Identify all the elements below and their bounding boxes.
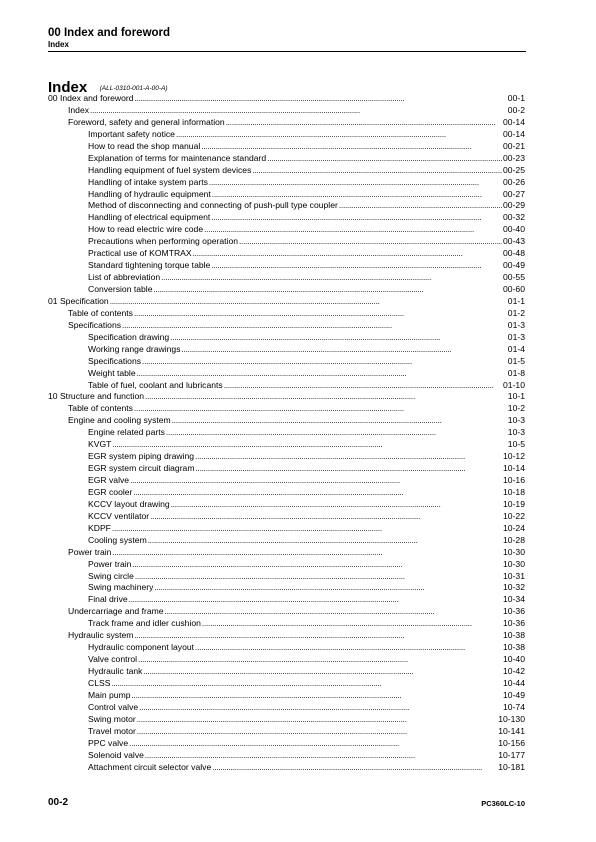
toc-entry-page: 10-30 (503, 546, 525, 557)
toc-entry-title: Important safety notice (88, 128, 175, 139)
toc-leader-dots (224, 380, 502, 392)
toc-entry-title: EGR valve (88, 475, 130, 485)
toc-entry-title: Weight table (88, 367, 136, 378)
toc-leader-dots (154, 284, 503, 296)
toc-entry-page: 01-1 (507, 295, 525, 306)
toc-entry-page: 00-40 (503, 224, 525, 235)
toc-entry-page: 10-31 (503, 570, 525, 581)
toc-leader-dots (211, 260, 502, 272)
section-subtitle: Index (48, 40, 69, 49)
toc-entry-title: Handling of hydraulic equipment (88, 188, 211, 199)
toc-entry-title: Travel motor (88, 725, 136, 736)
toc-leader-dots (143, 666, 502, 678)
toc-entry-page: 00-55 (503, 272, 525, 283)
toc-entry[interactable] (48, 475, 525, 487)
toc-entry-title: Engine and cooling system (68, 415, 171, 426)
footer-model: PC360LC-10 (481, 799, 525, 808)
toc-entry[interactable] (48, 272, 525, 284)
toc-entry-page: 01-2 (507, 307, 525, 318)
toc-entry-title: Hydraulic system (68, 630, 134, 641)
toc-entry-title: EGR system piping drawing (88, 451, 195, 462)
toc-entry-page: 10-22 (503, 510, 525, 521)
toc-entry-title: Conversion table (88, 284, 153, 294)
toc-entry-page: 10-141 (498, 725, 525, 736)
toc-entry-title: Foreword, safety and general information (68, 116, 225, 127)
toc-entry-title: Power train (88, 558, 132, 569)
toc-leader-dots (171, 499, 502, 511)
toc-entry[interactable] (48, 248, 525, 260)
toc-leader-dots (110, 296, 507, 308)
toc-leader-dots (134, 403, 507, 415)
toc-entry-title: Hydraulic component layout (88, 642, 195, 653)
toc-entry[interactable] (48, 344, 525, 356)
toc-entry-page: 01-4 (507, 343, 525, 354)
toc-leader-dots (209, 177, 502, 189)
toc-entry[interactable] (48, 678, 525, 690)
toc-leader-dots (111, 678, 502, 690)
toc-entry[interactable] (48, 726, 525, 738)
toc-leader-dots (339, 200, 502, 212)
toc-leader-dots (195, 451, 502, 463)
toc-leader-dots (252, 165, 502, 177)
toc-entry[interactable] (48, 165, 525, 177)
toc-entry-page: 01-10 (503, 379, 525, 390)
toc-entry-title: Attachment circuit selector valve (88, 761, 212, 772)
toc-entry-title: Power train (68, 546, 112, 557)
toc-entry-page: 10-16 (503, 475, 525, 485)
toc-entry[interactable] (48, 630, 525, 642)
toc-entry-page: 01-5 (507, 355, 525, 366)
toc-entry-page: 00-23 (503, 152, 525, 163)
toc-entry[interactable] (48, 535, 525, 547)
toc-entry-title: PPC valve (88, 737, 129, 748)
toc-entry[interactable] (48, 666, 525, 678)
toc-leader-dots (142, 356, 507, 368)
toc-entry-page: 10-5 (507, 439, 525, 450)
toc-entry-title: 10 Structure and function (48, 391, 145, 402)
toc-leader-dots (154, 582, 502, 594)
toc-entry[interactable] (48, 523, 525, 535)
toc-entry-title: Valve control (88, 654, 138, 665)
toc-entry-page: 10-1 (507, 391, 525, 402)
section-title: 00 Index and foreword (48, 27, 171, 39)
toc-entry-page: 00-1 (507, 93, 525, 103)
toc-entry[interactable] (48, 320, 525, 332)
toc-entry-title: Final drive (88, 594, 128, 605)
toc-entry-title: How to read the shop manual (88, 140, 201, 151)
toc-entry[interactable] (48, 415, 525, 427)
toc-entry-title: Table of contents (68, 307, 133, 318)
toc-leader-dots (211, 212, 502, 224)
toc-entry[interactable] (48, 511, 525, 523)
toc-entry-title: Hydraulic tank (88, 666, 143, 676)
toc-leader-dots (166, 427, 507, 439)
toc-entry-page: 10-156 (498, 737, 525, 748)
toc-entry-page: 01-3 (507, 331, 525, 342)
toc-entry[interactable] (48, 212, 525, 224)
toc-entry[interactable] (48, 117, 525, 129)
toc-entry[interactable] (48, 427, 525, 439)
toc-leader-dots (112, 439, 506, 451)
toc-entry-title: Precautions when performing operation (88, 236, 239, 247)
toc-entry[interactable] (48, 129, 525, 141)
toc-entry[interactable] (48, 403, 525, 415)
toc-entry[interactable] (48, 189, 525, 201)
toc-entry[interactable] (48, 582, 525, 594)
toc-entry-page: 10-3 (507, 427, 525, 438)
toc-leader-dots (212, 189, 502, 201)
toc-entry[interactable] (48, 738, 525, 750)
toc-entry-title: Working range drawings (88, 343, 181, 354)
toc-entry-title: Handling equipment of fuel system devices (88, 164, 252, 175)
page-header (48, 26, 526, 50)
toc-entry-page: 00-49 (503, 260, 525, 271)
toc-leader-dots (132, 690, 503, 702)
toc-entry-title: KCCV ventilator (88, 510, 150, 521)
toc-leader-dots (172, 415, 507, 427)
toc-leader-dots (204, 224, 502, 236)
toc-entry[interactable] (48, 463, 525, 475)
toc-entry[interactable] (48, 559, 525, 571)
toc-entry[interactable] (48, 714, 525, 726)
toc-leader-dots (161, 272, 502, 284)
toc-leader-dots (135, 571, 502, 583)
toc-entry-title: Specification drawing (88, 331, 170, 342)
toc-entry[interactable] (48, 177, 525, 189)
toc-leader-dots (137, 368, 507, 380)
toc-entry-page: 00-14 (503, 128, 525, 139)
toc-entry[interactable] (48, 606, 525, 618)
toc-entry-page: 01-3 (507, 319, 525, 330)
toc-entry-page: 00-27 (503, 188, 525, 199)
toc-leader-dots (132, 559, 502, 571)
toc-entry[interactable] (48, 224, 525, 236)
toc-leader-dots (212, 762, 497, 774)
toc-entry[interactable] (48, 499, 525, 511)
toc-leader-dots (129, 594, 502, 606)
toc-entry[interactable] (48, 547, 525, 559)
toc-entry-page: 10-74 (503, 701, 525, 712)
toc-entry-page: 10-28 (503, 534, 525, 545)
toc-entry-title: Handling of intake system parts (88, 176, 208, 187)
toc-entry[interactable] (48, 93, 525, 105)
toc-entry-page: 00-32 (503, 212, 525, 223)
toc-entry-page: 01-8 (507, 367, 525, 378)
footer-page-number: 00-2 (48, 797, 69, 808)
toc-entry-page: 10-12 (503, 451, 525, 462)
toc-leader-dots (134, 308, 507, 320)
toc-entry-page: 00-25 (503, 164, 525, 175)
toc-entry-page: 00-60 (503, 284, 525, 294)
toc-leader-dots (133, 487, 502, 499)
toc-entry-title: Practical use of KOMTRAX (88, 248, 192, 259)
toc-leader-dots (201, 141, 502, 153)
toc-entry[interactable] (48, 451, 525, 463)
toc-leader-dots (122, 320, 507, 332)
toc-entry-title: Specifications (88, 355, 142, 366)
toc-entry-page: 00-14 (503, 116, 525, 127)
toc-leader-dots (137, 714, 497, 726)
toc-entry-title: Track frame and idler cushion (88, 618, 201, 629)
toc-entry[interactable] (48, 702, 525, 714)
toc-leader-dots (148, 535, 502, 547)
toc-entry[interactable] (48, 618, 525, 630)
toc-entry-page: 00-26 (503, 176, 525, 187)
toc-entry-title: 00 Index and foreword (48, 93, 134, 103)
toc-entry[interactable] (48, 308, 525, 320)
toc-entry-title: KVGT (88, 439, 112, 450)
toc-entry-title: Explanation of terms for maintenance standard (88, 152, 267, 163)
toc-entry-title: Engine related parts (88, 427, 165, 438)
toc-leader-dots (90, 105, 507, 117)
toc-entry-page: 10-2 (507, 403, 525, 414)
toc-entry-page: 10-40 (503, 654, 525, 665)
index-title: Index (48, 79, 88, 96)
toc-entry-page: 10-30 (503, 558, 525, 569)
toc-entry[interactable] (48, 654, 525, 666)
toc-entry[interactable] (48, 356, 525, 368)
toc-entry-title: Cooling system (88, 534, 147, 545)
toc-entry[interactable] (48, 690, 525, 702)
toc-entry[interactable] (48, 296, 525, 308)
toc-entry[interactable] (48, 236, 525, 248)
toc-leader-dots (176, 129, 502, 141)
toc-entry-title: CLSS (88, 677, 111, 688)
toc-leader-dots (193, 248, 502, 260)
toc-entry-page: 10-49 (503, 689, 525, 700)
toc-entry[interactable] (48, 391, 525, 403)
toc-entry[interactable] (48, 762, 525, 774)
toc-entry-title: Table of contents (68, 403, 133, 414)
toc-entry-page: 10-32 (503, 582, 525, 593)
toc-entry-title: EGR cooler (88, 486, 133, 497)
toc-leader-dots (130, 475, 502, 487)
toc-entry-title: 01 Specification (48, 295, 109, 306)
toc-entry-page: 10-3 (507, 415, 525, 426)
toc-entry-title: List of abbreviation (88, 272, 161, 283)
toc-entry[interactable] (48, 284, 525, 296)
header-rule (48, 51, 526, 52)
toc-entry[interactable] (48, 594, 525, 606)
toc-entry-page: 10-34 (503, 594, 525, 605)
toc-entry-title: Table of fuel, coolant and lubricants (88, 379, 223, 390)
toc-leader-dots (135, 93, 507, 105)
toc-entry-page: 10-181 (498, 761, 525, 772)
toc-entry[interactable] (48, 750, 525, 762)
toc-entry-page: 10-130 (498, 713, 525, 724)
toc-entry-page: 00-21 (503, 140, 525, 151)
toc-leader-dots (226, 117, 502, 129)
toc-leader-dots (195, 642, 502, 654)
toc-entry-page: 10-42 (503, 666, 525, 676)
toc-entry-title: Swing motor (88, 713, 136, 724)
toc-entry-title: KDPF (88, 522, 111, 533)
toc-entry-title: Specifications (68, 319, 122, 330)
index-code: (ALL-0310-001-A-00-A) (99, 85, 168, 92)
toc-entry-page: 00-2 (507, 104, 525, 115)
toc-entry-title: How to read electric wire code (88, 224, 204, 235)
toc-entry-title: Standard tightening torque table (88, 260, 211, 271)
toc-leader-dots (137, 726, 497, 738)
toc-leader-dots (134, 630, 502, 642)
toc-entry-page: 10-24 (503, 522, 525, 533)
toc-entry-page: 10-19 (503, 498, 525, 509)
toc-entry[interactable] (48, 200, 525, 212)
toc-entry-page: 00-48 (503, 248, 525, 259)
toc-entry-page: 10-38 (503, 630, 525, 641)
toc-leader-dots (112, 523, 502, 535)
toc-entry-page: 10-36 (503, 606, 525, 617)
toc-leader-dots (267, 153, 502, 165)
toc-leader-dots (150, 511, 502, 523)
toc-entry-page: 10-14 (503, 463, 525, 474)
toc-entry-title: Solenoid valve (88, 749, 144, 760)
toc-leader-dots (145, 750, 497, 762)
toc-entry[interactable] (48, 141, 525, 153)
toc-entry[interactable] (48, 105, 525, 117)
toc-entry-title: Index (68, 104, 90, 115)
toc-entry[interactable] (48, 571, 525, 583)
toc-entry[interactable] (48, 260, 525, 272)
toc-entry-page: 10-18 (503, 486, 525, 497)
toc-leader-dots (139, 702, 502, 714)
toc-entry-title: Control valve (88, 701, 139, 712)
toc-leader-dots (170, 332, 507, 344)
toc-entry[interactable] (48, 368, 525, 380)
toc-leader-dots (129, 738, 497, 750)
toc-entry-page: 00-29 (503, 200, 525, 211)
toc-leader-dots (182, 344, 507, 356)
toc-leader-dots (138, 654, 502, 666)
toc-entry[interactable] (48, 487, 525, 499)
toc-leader-dots (145, 391, 507, 403)
toc-entry-title: Method of disconnecting and connecting of push-pull type coupler (88, 200, 338, 211)
toc-entry-title: Swing machinery (88, 582, 154, 593)
toc-entry[interactable] (48, 642, 525, 654)
toc-entry[interactable] (48, 439, 525, 451)
toc-leader-dots (165, 606, 502, 618)
toc-entry[interactable] (48, 153, 525, 165)
toc-entry-page: 00-43 (503, 236, 525, 247)
toc-leader-dots (239, 236, 502, 248)
toc-entry-page: 10-36 (503, 618, 525, 629)
toc-entry-page: 10-177 (498, 749, 525, 760)
toc-leader-dots (112, 547, 502, 559)
toc-entry-title: Undercarriage and frame (68, 606, 164, 617)
toc-leader-dots (196, 463, 503, 475)
toc-leader-dots (202, 618, 502, 630)
toc-entry[interactable] (48, 380, 525, 392)
toc-entry-title: EGR system circuit diagram (88, 463, 195, 474)
toc-entry-title: Handling of electrical equipment (88, 212, 211, 223)
toc-entry-title: Main pump (88, 689, 131, 700)
toc-entry-title: KCCV layout drawing (88, 498, 170, 509)
toc-entry[interactable] (48, 332, 525, 344)
toc-entry-page: 10-38 (503, 642, 525, 653)
toc-entry-title: Swing circle (88, 570, 134, 581)
toc-entry-page: 10-44 (503, 677, 525, 688)
table-of-contents (48, 93, 525, 773)
